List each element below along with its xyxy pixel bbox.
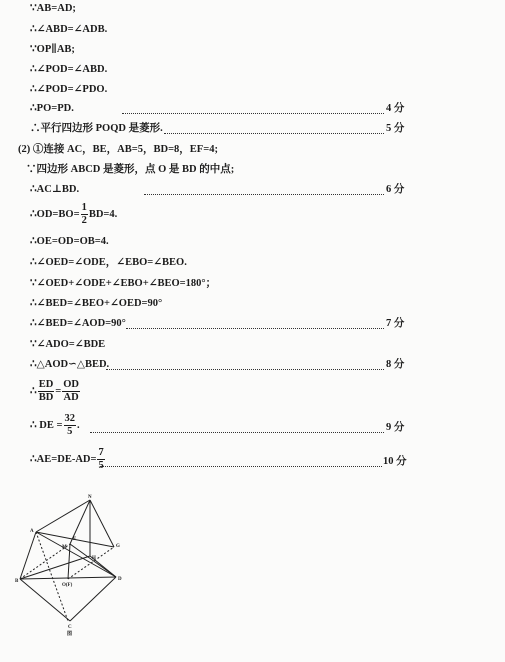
seg-a-b bbox=[20, 532, 36, 579]
geometry-figure bbox=[14, 492, 134, 652]
label-m: M bbox=[62, 545, 67, 550]
line-part2-given: (2) ①连接 AC，BE，AB=5，BD=8，EF=4; bbox=[18, 144, 218, 155]
seg-d-c bbox=[70, 577, 116, 621]
score-leader-8 bbox=[106, 369, 384, 370]
line-angle-pod-abd: ∴∠POD=∠ABD. bbox=[30, 64, 108, 75]
fraction-half bbox=[81, 202, 88, 227]
line-de-value bbox=[30, 410, 80, 442]
fraction-ed-bd-den: BD bbox=[38, 392, 54, 404]
seg-n-g bbox=[90, 500, 114, 547]
line-angle-oed-ode: ∴∠OED=∠ODE，∠EBO=∠BEO. bbox=[30, 257, 187, 268]
fraction-7-5 bbox=[97, 447, 104, 472]
label-a: A bbox=[30, 529, 34, 534]
fraction-32-5-den: 5 bbox=[67, 426, 73, 438]
label-o: O(F) bbox=[62, 583, 73, 588]
label-b: B bbox=[15, 579, 19, 584]
score-leader-9 bbox=[90, 432, 384, 433]
label-g: G bbox=[116, 544, 120, 549]
score-leader-7 bbox=[126, 328, 384, 329]
figure-caption: 图 bbox=[67, 632, 73, 637]
fraction-half-num: 1 bbox=[81, 202, 87, 214]
line-oe-eq-od: ∴OE=OD=OB=4. bbox=[30, 236, 109, 247]
seg-m-o bbox=[68, 544, 70, 579]
od-text-pre: ∴OD=BO= bbox=[30, 209, 80, 220]
fraction-half-den: 2 bbox=[81, 215, 87, 227]
ae-pre: ∴AE=DE-AD= bbox=[30, 454, 97, 465]
fraction-ed-bd bbox=[38, 379, 55, 404]
line-angle-bed-90: ∴∠BED=∠BEO+∠OED=90° bbox=[30, 298, 163, 309]
score-leader-5 bbox=[164, 133, 384, 134]
score-leader-6 bbox=[144, 194, 384, 195]
score-6: 6 分 bbox=[386, 184, 405, 195]
score-7: 7 分 bbox=[386, 318, 405, 329]
de-post: . bbox=[77, 420, 80, 431]
fraction-od-ad bbox=[62, 379, 80, 404]
seg-b-h bbox=[20, 556, 90, 579]
line-rhombus-conclusion: ∴平行四边形 POQD 是菱形. bbox=[30, 123, 163, 134]
label-n: N bbox=[88, 495, 92, 500]
score-10: 10 分 bbox=[383, 456, 407, 467]
line-op-parallel-ab: ∵OP∥AB; bbox=[30, 44, 75, 55]
line-ab-eq-ad: ∵AB=AD; bbox=[30, 3, 76, 14]
fraction-7-5-den: 5 bbox=[98, 460, 104, 472]
score-9: 9 分 bbox=[386, 422, 405, 433]
line-angle-sum-180: ∵∠OED+∠ODE+∠EBO+∠BEO=180°； bbox=[30, 278, 217, 289]
label-e: E bbox=[73, 537, 77, 542]
seg-o-g-dashed bbox=[68, 547, 114, 579]
ratio-pre: ∴ bbox=[30, 386, 37, 397]
line-od-eq-bo bbox=[30, 199, 117, 231]
score-leader-10 bbox=[100, 466, 382, 467]
seg-a-n bbox=[36, 500, 90, 532]
line-ae-value bbox=[30, 444, 106, 476]
score-leader-4 bbox=[122, 113, 384, 114]
label-c: C bbox=[68, 625, 72, 630]
od-text-post: BD=4. bbox=[88, 209, 118, 220]
line-po-eq-pd: ∴PO=PD. bbox=[30, 103, 74, 114]
fraction-od-ad-den: AD bbox=[63, 392, 79, 404]
line-angle-pod-pdo: ∴∠POD=∠PDO. bbox=[30, 84, 108, 95]
line-ac-perp-bd: ∴AC⊥BD. bbox=[30, 184, 80, 195]
fraction-ed-bd-num: ED bbox=[38, 379, 54, 391]
line-similar-triangles: ∴△AOD∽△BED. bbox=[30, 359, 110, 370]
fraction-7-5-num: 7 bbox=[98, 447, 104, 459]
label-h: H bbox=[92, 556, 96, 561]
de-pre: ∴ DE = bbox=[30, 420, 63, 431]
line-ratio bbox=[30, 376, 81, 408]
line-angle-bed-aod: ∴∠BED=∠AOD=90° bbox=[30, 318, 126, 329]
label-d: D bbox=[118, 577, 122, 582]
score-5: 5 分 bbox=[386, 123, 405, 134]
line-angle-abd: ∴∠ABD=∠ADB. bbox=[30, 24, 108, 35]
ratio-eq: = bbox=[55, 386, 62, 397]
fraction-od-ad-num: OD bbox=[63, 379, 80, 391]
line-rhombus-abcd: ∵四边形 ABCD 是菱形，点 O 是 BD 的中点; bbox=[26, 164, 235, 175]
score-4: 4 分 bbox=[386, 103, 405, 114]
score-8: 8 分 bbox=[386, 359, 405, 370]
fraction-32-5-num: 32 bbox=[64, 413, 75, 425]
line-angle-ado-bde: ∵∠ADO=∠BDE bbox=[30, 339, 106, 350]
fraction-32-5 bbox=[64, 413, 77, 438]
